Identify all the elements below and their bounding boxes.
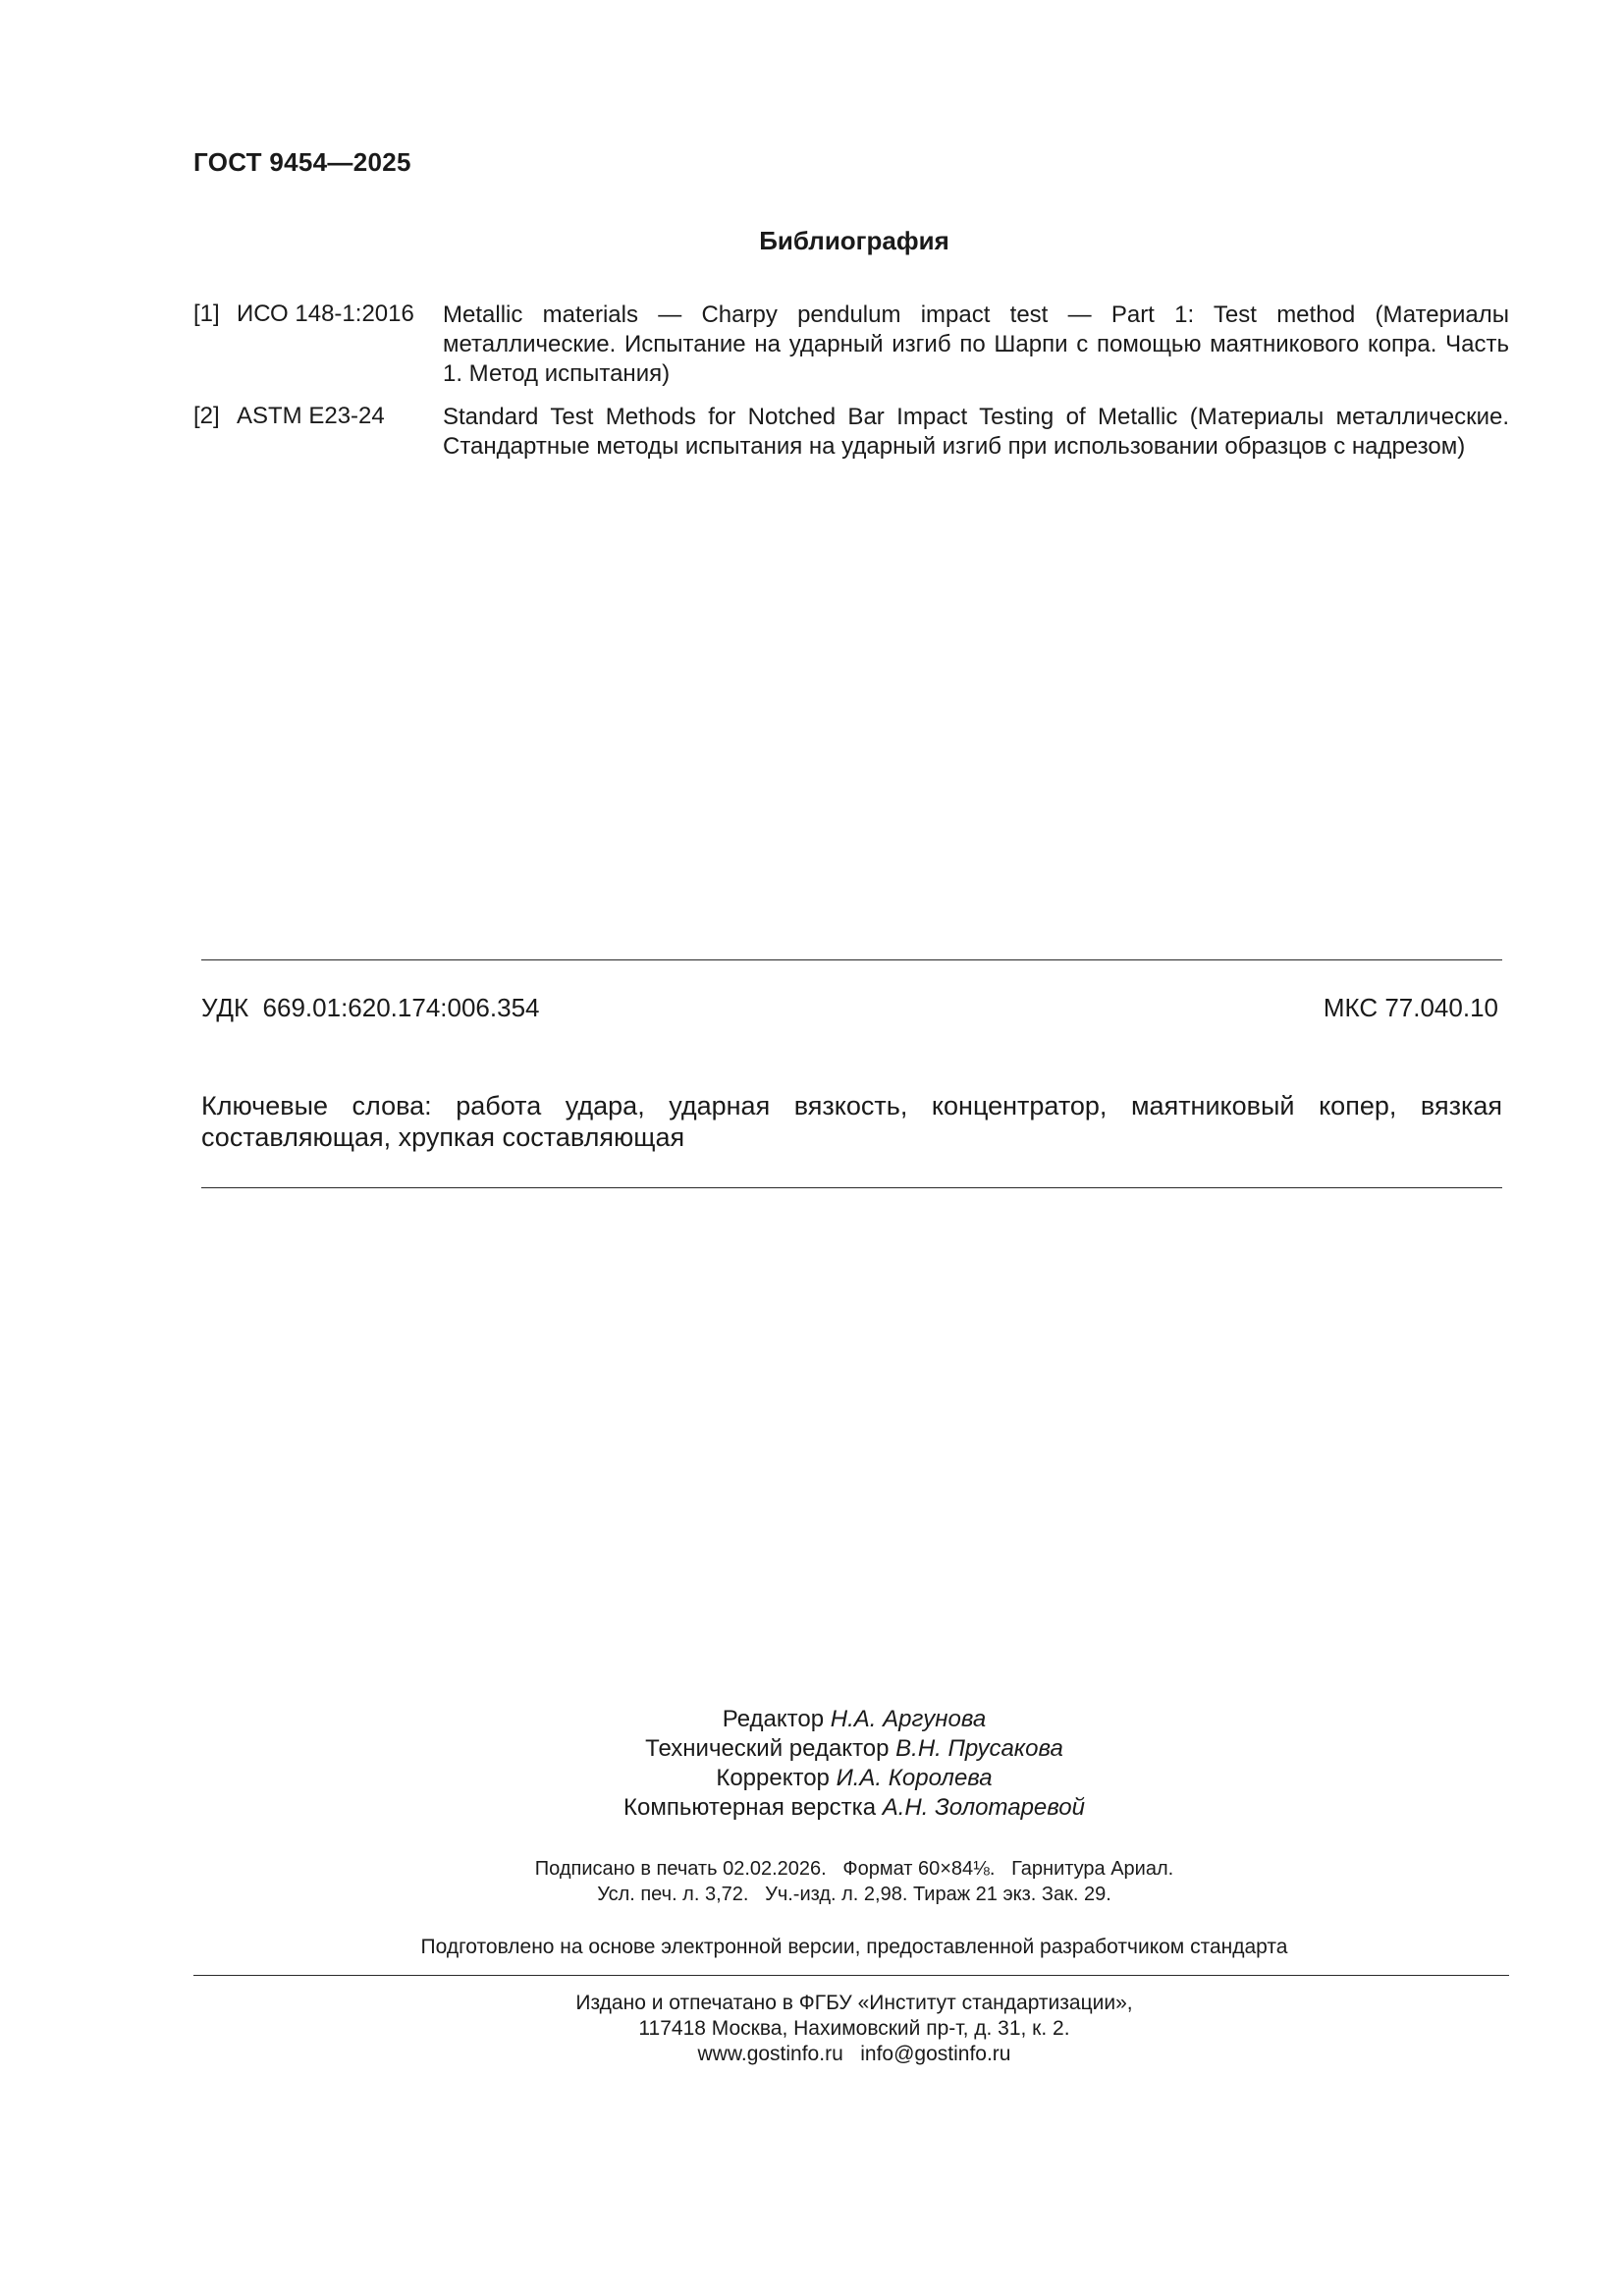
divider-publisher — [193, 1975, 1509, 1976]
bibliography-title: Библиография — [759, 226, 949, 255]
publisher-line-1: Издано и отпечатано в ФГБУ «Институт стандартизации», — [575, 1992, 1133, 2014]
keywords: Ключевые слова: работа удара, ударная вязкость, концентратор, маятниковый копер, вязкая составляющая, хрупкая составляющая — [201, 1091, 1502, 1152]
standard-code: ГОСТ 9454—2025 — [193, 147, 411, 177]
credit-name: А.Н. Золотаревой — [882, 1794, 1085, 1821]
bibliography-entry-1-number: [1] — [193, 301, 220, 327]
credits-block — [0, 1705, 1623, 1823]
bibliography-entry-2-number: [2] — [193, 403, 220, 429]
bibliography-entry-2-text: Standard Test Methods for Notched Bar Impact Testing of Metallic (Материалы металлические. Стандартные методы испытания на ударный изгиб при использовании образцов с надрезом) — [443, 404, 1509, 460]
credit-name: Н.А. Аргунова — [830, 1706, 987, 1732]
publisher-line-2: 117418 Москва, Нахимовский пр-т, д. 31, к. 2. — [638, 2017, 1070, 2040]
credit-editor — [0, 1705, 1623, 1734]
credit-role: Редактор — [722, 1706, 825, 1732]
print-info — [0, 1856, 1623, 1907]
publisher-info — [0, 1991, 1623, 2067]
credit-role: Технический редактор — [645, 1735, 890, 1762]
print-info-line-1: Подписано в печать 02.02.2026. Формат 60×84⅛. Гарнитура Ариал. — [534, 1858, 1174, 1880]
credit-role: Корректор — [716, 1765, 830, 1791]
print-info-line-2: Усл. печ. л. 3,72. Уч.-изд. л. 2,98. Тираж 21 экз. Зак. 29. — [597, 1884, 1111, 1905]
divider-keywords — [201, 1187, 1502, 1188]
bibliography-entry-1-text: Metallic materials — Charpy pendulum impact test — Part 1: Test method (Материалы металлические. Испытание на ударный изгиб по Шарпи с помощью маятникового копра. Часть 1. Метод испытания) — [443, 301, 1509, 387]
credit-corrector — [0, 1764, 1623, 1793]
credit-name: В.Н. Прусакова — [895, 1735, 1063, 1762]
credit-layout — [0, 1793, 1623, 1823]
publisher-line-3: www.gostinfo.ru info@gostinfo.ru — [697, 2043, 1011, 2065]
divider-top — [201, 959, 1502, 960]
credit-technical-editor — [0, 1734, 1623, 1764]
bibliography-entry-2-code: ASTM E23-24 — [237, 403, 385, 429]
bibliography-entry-1-code: ИСО 148-1:2016 — [237, 301, 414, 327]
credit-role: Компьютерная верстка — [623, 1794, 877, 1821]
prepared-note: Подготовлено на основе электронной версии, предоставленной разработчиком стандарта — [420, 1936, 1288, 1958]
udk-code: УДК 669.01:620.174:006.354 — [201, 993, 540, 1022]
credit-name: И.А. Королева — [836, 1765, 993, 1791]
mks-code: МКС 77.040.10 — [1323, 993, 1498, 1022]
